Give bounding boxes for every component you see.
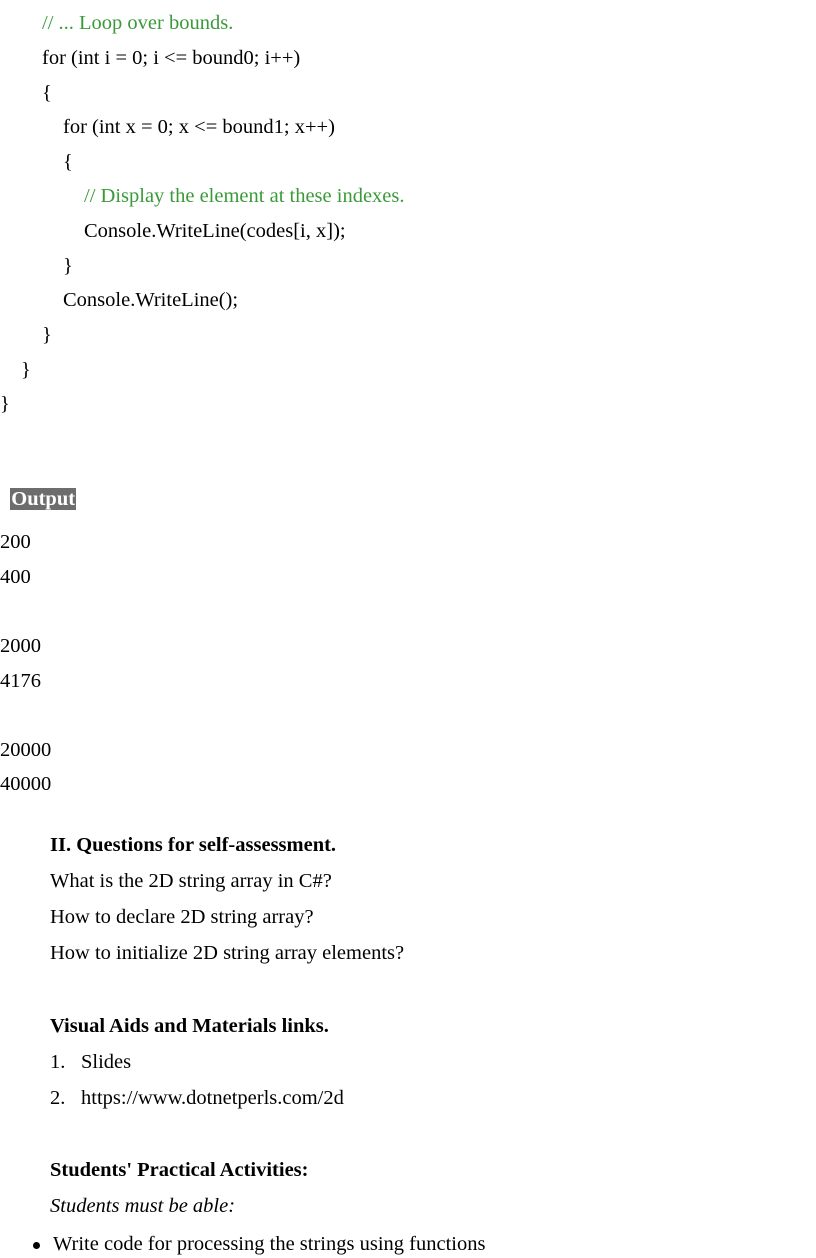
question-item: How to declare 2D string array? — [50, 906, 314, 928]
list-number: 2. — [50, 1087, 66, 1109]
bullet-icon — [33, 1242, 40, 1249]
output-value: 20000 — [0, 739, 52, 761]
activities-heading: Students' Practical Activities: — [50, 1159, 309, 1181]
code-line: Console.WriteLine(); — [63, 289, 239, 311]
code-comment: // Display the element at these indexes. — [84, 185, 405, 207]
code-line: { — [42, 82, 52, 104]
questions-heading: II. Questions for self-assessment. — [50, 834, 337, 856]
code-line: for (int x = 0; x <= bound1; x++) — [63, 116, 335, 138]
code-line: for (int i = 0; i <= bound0; i++) — [42, 47, 301, 69]
code-line: } — [0, 393, 10, 415]
output-label: Output — [11, 488, 76, 510]
code-line: } — [21, 359, 31, 381]
output-value: 400 — [0, 566, 31, 588]
output-value: 4176 — [0, 670, 41, 692]
code-comment: // ... Loop over bounds. — [42, 12, 234, 34]
link-text[interactable]: https://www.dotnetperls.com/2d — [81, 1087, 344, 1109]
question-item: How to initialize 2D string array elements? — [50, 942, 405, 964]
output-value: 200 — [0, 531, 31, 553]
code-line: } — [42, 324, 52, 346]
code-line: } — [63, 255, 73, 277]
visual-aids-heading: Visual Aids and Materials links. — [50, 1015, 329, 1037]
output-value: 2000 — [0, 635, 41, 657]
list-item-text: Slides — [81, 1051, 132, 1073]
activities-subheading: Students must be able: — [50, 1195, 236, 1217]
bullet-item: Write code for processing the strings using functions — [53, 1233, 486, 1255]
output-value: 40000 — [0, 773, 52, 795]
output-heading — [0, 460, 76, 512]
code-line: { — [63, 151, 73, 173]
list-number: 1. — [50, 1051, 66, 1073]
code-line: Console.WriteLine(codes[i, x]); — [84, 220, 346, 242]
question-item: What is the 2D string array in C#? — [50, 870, 332, 892]
